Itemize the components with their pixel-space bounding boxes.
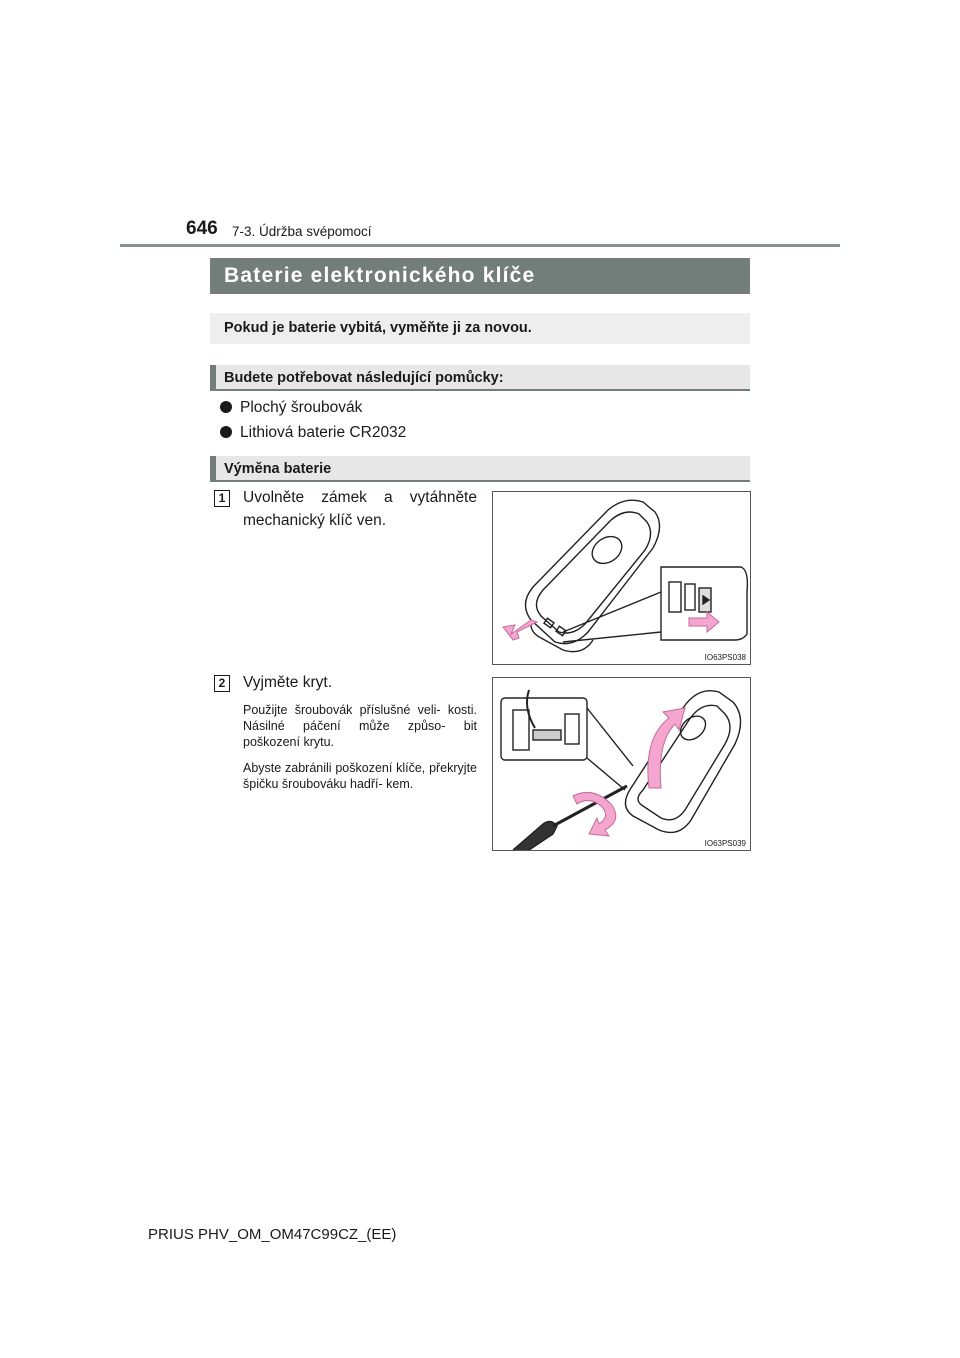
bullet-icon	[220, 401, 232, 413]
step-number: 1	[214, 490, 230, 507]
cover-removal-illustration	[493, 678, 750, 850]
bullet-text: Lithiová baterie CR2032	[240, 424, 407, 441]
footer-document-code: PRIUS PHV_OM_OM47C99CZ_(EE)	[148, 1226, 397, 1243]
figure-code: IO63PS039	[704, 839, 746, 848]
note-text: Použijte šroubovák příslušné veli- kosti. Násilné páčení může způso- bit poškození krytu.	[243, 703, 477, 749]
tools-heading: Budete potřebovat následující pomůcky:	[210, 365, 750, 391]
screwdriver	[513, 821, 557, 850]
page-title: Baterie elektronického klíče	[210, 258, 750, 294]
header-rule	[120, 244, 840, 247]
figure-key-release	[492, 491, 751, 665]
twist-arrow	[573, 792, 616, 836]
replacement-heading: Výměna baterie	[210, 456, 750, 482]
step-text: Uvolněte zámek a vytáhněte mechanický klíč ven.	[243, 489, 477, 529]
figure-cover-removal	[492, 677, 751, 851]
bullet-icon	[220, 426, 232, 438]
note-text: Abyste zabránili poškození klíče, překryjte špičku šroubováku hadří- kem.	[243, 761, 477, 791]
page-number: 646	[186, 218, 218, 239]
step-number: 2	[214, 675, 230, 692]
bullet-text: Plochý šroubovák	[240, 399, 363, 416]
figure-code: IO63PS038	[704, 653, 746, 662]
bullet-item	[220, 399, 362, 417]
bullet-item	[220, 424, 406, 442]
intro-box: Pokud je baterie vybitá, vyměňte ji za novou.	[210, 313, 750, 344]
key-release-illustration	[493, 492, 750, 664]
key-button	[587, 531, 627, 569]
section-path: 7-3. Údržba svépomocí	[232, 224, 372, 239]
step-text: Vyjměte kryt.	[243, 674, 332, 691]
